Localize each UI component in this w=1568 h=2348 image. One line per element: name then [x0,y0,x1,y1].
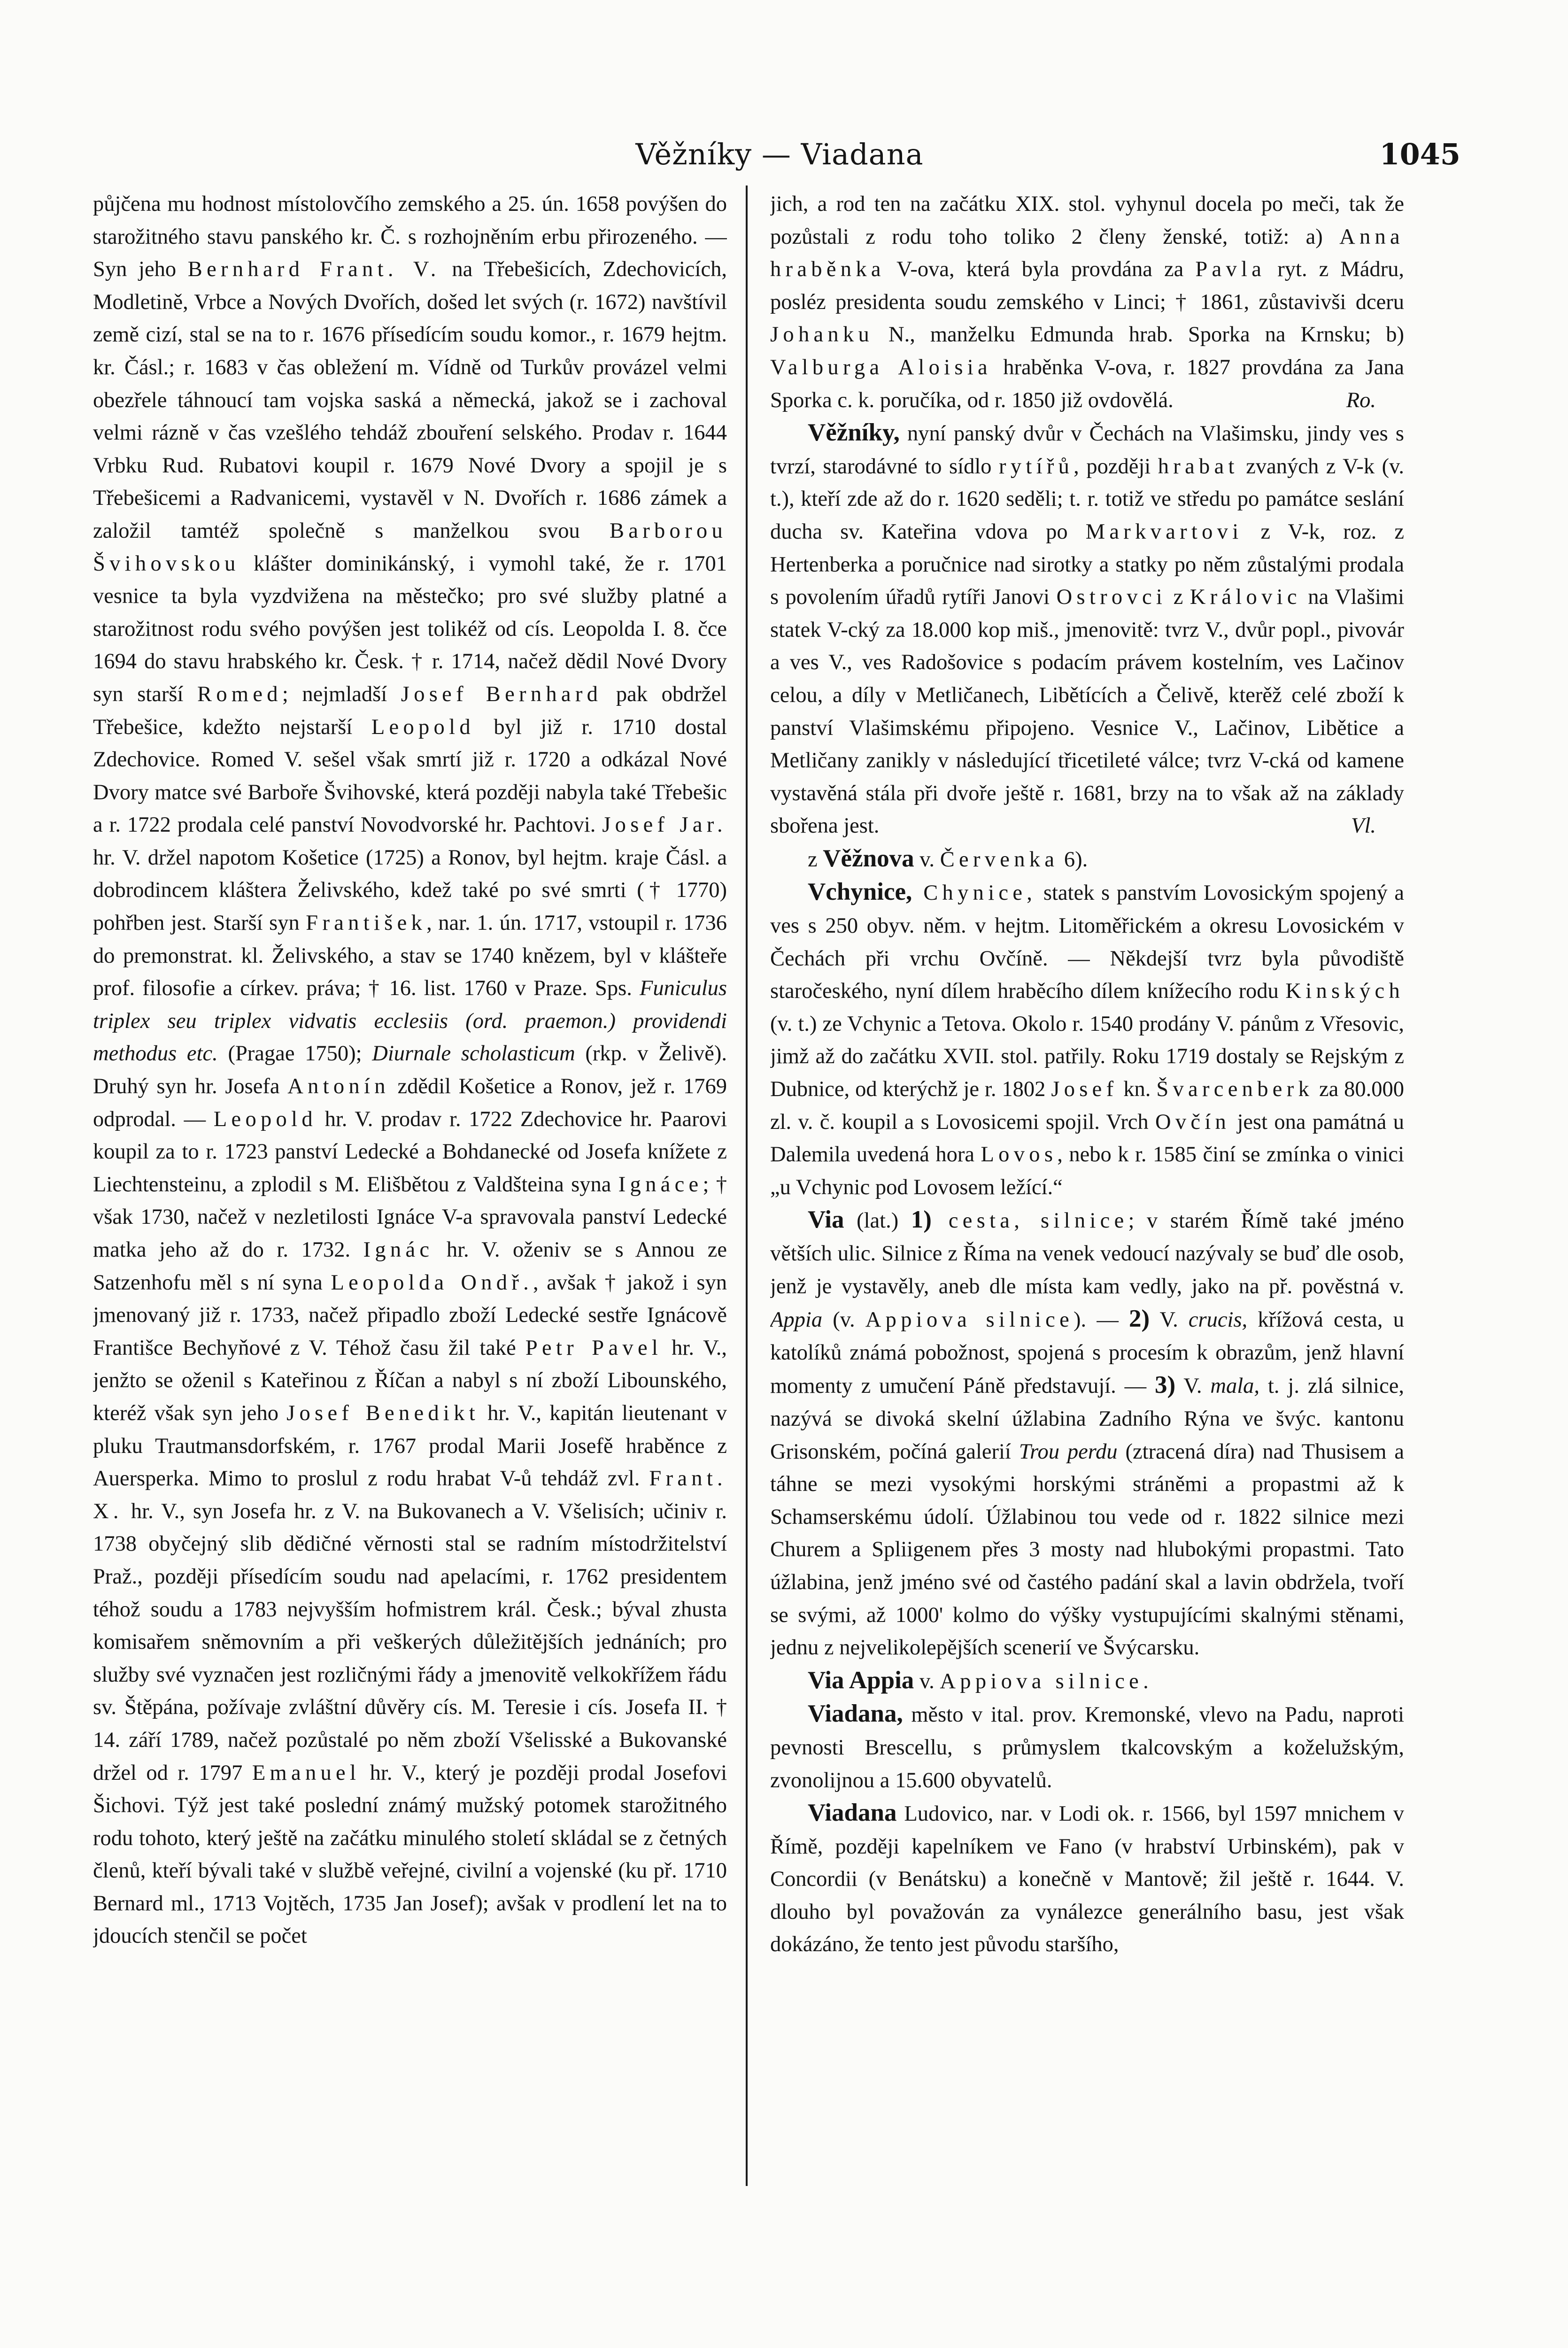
headword: Via [808,1206,844,1234]
headword: Vchynice, [808,878,912,906]
entry-viadana-ludovico: Viadana Ludovico, nar. v Lodi ok. r. 1566, byl 1597 mnichem v Římě, později kapelníkem ve Fano (v hrabství Urbinském), pak v Concordii (v Benátsku) a konečně v Mantově; žil ještě r. 1644. V. dlouho byl považován za vynálezce generálního basu, jest však dokázáno, že tento jest původu staršího, [770,1799,1404,1957]
entry-vchynice: Vchynice, Chynice, statek s panstvím Lovosickým spojený a ves s 250 obyv. něm. v hejtm. Litoměřickém a okresu Lovosickém v Čechách při vrchu Ovčíně. — Někdejší tvrz byla původiště staročeského, nyní dílem hraběcího dílem knížecího rodu Kinských (v. t.) ze Vchynic a Tetova. Okolo r. 1540 prodány V. pánům z Vřesovic, jimž až do začátku XVII. stol. patřily. Roku 1719 dostaly se Rejským z Dubnice, od kterýchž je r. 1802 Josef kn. Švarcenberk za 80.000 zl. v. č. koupil a s Lovosicemi spojil. Vrch Ovčín jest ona památná u Dalemila uvedená hora Lovos, nebo k r. 1585 činí se zmínka o vinici „u Vchynic pod Lovosem ležící.“ [770,878,1404,1199]
entry-via-appia: Via Appia v. Appiova silnice. [808,1666,1153,1694]
headword: Věžnova [823,844,914,872]
entry-vezniky-family-end: jich, a rod ten na začátku XIX. stol. vyhynul docela po meči, tak že pozůstali z rodu toho toliko 2 členy ženské, totiž: a) Anna hraběnka V-ova, která byla provdána za Pavla ryt. z Mádru, posléz presidenta soudu zemského v Linci; † 1861, zůstavivši dceru Johanku N., manželku Edmunda hrab. Sporka na Krnsku; b) Valburga Aloisia hraběnka V-ova, r. 1827 provdána za Jana Sporka c. k. poručíka, od r. 1850 již ovdovělá. Ro. [770,188,1404,417]
left-column [93,188,727,2179]
headword: Viadana, [808,1700,903,1728]
entry-veznova-ref: z Věžnova v. Červenka 6). [808,844,1088,872]
entry-via: Via (lat.) 1) cesta, silnice; v starém Římě také jméno větších ulic. Silnice z Říma na venek vedoucí nazývaly se buď dle osob, jenž je vystavěly, aneb dle místa kam vedly, jako na př. pověstná v. Appia (v. Appiova silnice). — 2) V. crucis, křížová cesta, u katolíků známá pobožnost, spojená s procesím k obrazům, jenž hlavní momenty z umučení Páně představují. — 3) V. mala, t. j. zlá silnice, nazývá se divoká skelní úžlabina Zadního Rýna ve švýc. kantonu Grisonském, počíná galerií Trou perdu (ztracená díra) nad Thusisem a táhne se mezi vysokými horskými stráněmi a propastmi až k Schamserskému údolí. Úžlabinou tou vede od r. 1822 silnice mezi Churem a Spliigenem přes 3 mosty nad hlubokými propastmi. Tato úžlabina, jenž jméno své od častého padání skal a lavin obdržela, tvoří se svými, až 1000' kolmo do výšky vystupujícími skalnými stěnami, jednu z nejvelikolepějších scenerií ve Švýcarsku. [770,1206,1404,1660]
headword: Viadana [808,1799,897,1827]
running-title: Věžníky — Viadana [635,137,924,171]
column-divider [746,185,748,2186]
running-header [99,137,1460,175]
headword: Věžníky, [808,419,900,447]
author-signature: Vl. [1351,814,1376,838]
entry-viadana-town: Viadana, město v ital. prov. Kremonské, vlevo na Padu, naproti pevnosti Brescellu, s průmyslem tkalcovským a koželužským, zvonolijnou a 15.600 obyvatelů. [770,1700,1404,1792]
headword: Via Appia [808,1666,914,1694]
author-signature: Ro. [1346,388,1376,412]
entry-vezniky-family-continued: půjčena mu hodnost místolovčího zemského a 25. ún. 1658 povýšen do starožitného stavu panského kr. Č. s rozhojněním erbu přirozeného. — Syn jeho Bernhard Frant. V. na Třebešicích, Zdechovicích, Modletině, Vrbce a Nových Dvořích, došed let svých (r. 1672) navštívil země cizí, stal se na to r. 1676 přísedícím soudu komor., r. 1679 hejtm. kr. Čásl.; r. 1683 v čas obležení m. Vídně od Turkův provázel velmi obezřele táhnoucí tam vojska saská a německá, jakož se i zachoval velmi rázně v čas vzešlého tehdáž zbouření selského. Prodav r. 1644 Vrbku Rud. Rubatovi koupil r. 1679 Nové Dvory a spojil je s Třebešicemi a Radvanicemi, vystavěl v N. Dvořích r. 1686 zámek a založil tamtéž společně s manželkou svou Barborou Švihovskou klášter dominikánský, i vymohl také, že r. 1701 vesnice ta byla vyzdvižena na městečko; pro své služby platné a starožitnost rodu svého povýšen jest tolikéž od cís. Leopolda I. 8. čce 1694 do stavu hrabského kr. Česk. † r. 1714, načež dědil Nové Dvory syn starší Romed; nejmladší Josef Bernhard pak obdržel Třebešice, kdežto nejstarší Leopold byl již r. 1710 dostal Zdechovice. Romed V. sešel však smrtí již r. 1720 a odkázal Nové Dvory matce své Barboře Švihovské, která později nabyla také Třebešic a r. 1722 prodala celé panství Novodvorské hr. Pachtovi. Josef Jar. hr. V. držel napotom Košetice (1725) a Ronov, byl hejtm. kraje Čásl. a dobrodincem kláštera Želivského, kdež také po své smrti († 1770) pohřben jest. Starší syn František, nar. 1. ún. 1717, vstoupil r. 1736 do premonstrat. kl. Želivského, a stav se 1740 knězem, byl v klášteře prof. filosofie a církev. práva; † 16. list. 1760 v Praze. Sps. Funiculus triplex seu triplex vidvatis ecclesiis (ord. praemon.) providendi methodus etc. (Pragae 1750); Diurnale scholasticum (rkp. v Želivě). Druhý syn hr. Josefa Antonín zdědil Košetice a Ronov, jež r. 1769 odprodal. — Leopold hr. V. prodav r. 1722 Zdechovice hr. Paarovi koupil za to r. 1723 panství Ledecké a Bohdanecké od Josefa knížete z Liechtensteinu, a zplodil s M. Elišbětou z Valdšteina syna Ignáce; † však 1730, načež v nezletilosti Ignáce V-a spravovala panství Ledecké matka jeho až do r. 1732. Ignác hr. V. oženiv se s Annou ze Satzenhofu měl s ní syna Leopolda Ondř., avšak † jakož i syn jmenovaný již r. 1733, načež připadlo zboží Ledecké sestře Ignácově Františce Bechyňové z V. Téhož času žil také Petr Pavel hr. V., jenžto se oženil s Kateřinou z Říčan a nabyl s ní zboží Libounského, kteréž však syn jeho Josef Benedikt hr. V., kapitán lieutenant v pluku Trautmansdorfském, r. 1767 prodal Marii Josefě hraběnce z Auersperka. Mimo to proslul z rodu hrabat V-ů tehdáž zvl. Frant. X. hr. V., syn Josefa hr. z V. na Bukovanech a V. Všelisích; učiniv r. 1738 obyčejný slib dědičné věrnosti stal se radním místodržitelství Praž., později přísedícím soudu nad apelacími, r. 1762 presidentem téhož soudu a 1783 nejvyšším hofmistrem král. Česk.; býval zhusta komisařem sněmovním a při veškerých důležitějších jednáních; pro služby své vyznačen jest rozličnými řády a jmenovitě velkokřížem řádu sv. Štěpána, požívaje zvláštní důvěry cís. M. Teresie i cís. Josefa II. † 14. září 1789, načež pozůstalé po něm zboží Všelisské a Bukovanské držel od r. 1797 Emanuel hr. V., který je později prodal Josefovi Šichovi. Týž jest také poslední známý mužský potomek starožitného rodu tohoto, který ještě na začátku minulého století skládal se z četných členů, kteří bývali také v službě veřejné, civilní a vojenské (ku př. 1710 Bernard ml., 1713 Vojtěch, 1735 Jan Josef); avšak v prodlení let na to jdoucích stenčil se počet [93,192,727,1948]
entry-vezniky-estate: Věžníky, nyní panský dvůr v Čechách na Vlašimsku, jindy ves s tvrzí, starodávné to sídlo rytířů, později hrabat zvaných z V-k (v. t.), kteří zde až do r. 1620 seděli; t. r. totiž ve středu po památce seslání ducha sv. Kateřina vdova po Markvartovi z V-k, roz. z Hertenberka a poručnice nad sirotky a statky po něm zůstalými prodala s povolením úřadů rytíři Janovi Ostrovci z Královic na Vlašimi statek V-cký za 18.000 kop miš., jmenovitě: tvrz V., dvůr popl., pivovár a ves V., ves Radošovice s podacím právem kostelním, ves Lačinov celou, a díly v Metličanech, Libětících a Čelivě, kterěž celé zboží k panství Vlašimskému připojeno. Vesnice V., Lačinov, Libětice a Metličany zanikly v následující třicetileté válce; tvrz V-cká od kamene vystavěná stála při dvoře ještě r. 1681, brzy na to však až na základy sbořena jest. Vl. [770,417,1404,842]
right-column [770,188,1404,2179]
page-number: 1045 [1379,137,1460,171]
